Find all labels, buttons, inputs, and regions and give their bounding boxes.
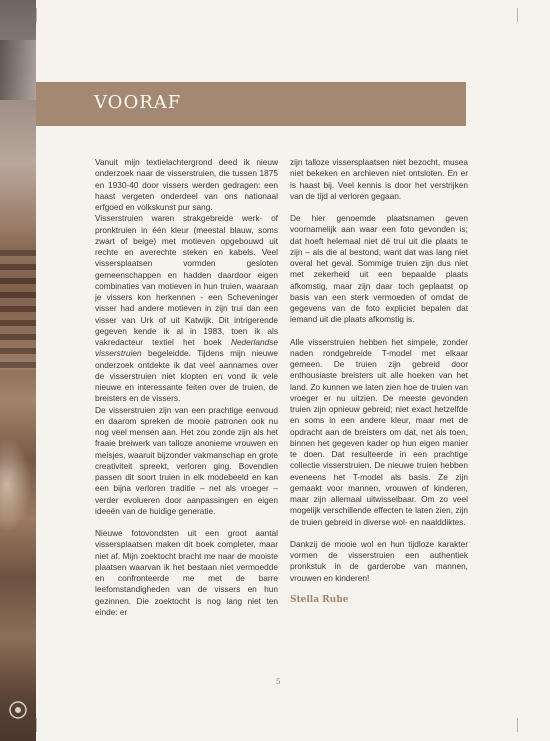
paragraph: Nieuwe fotovondsten uit een groot aantal vissersplaatsen maken dit boek completer, maar niet af. Mijn zoektocht bracht me naar de mooiste plaatsen waarvan ik het bestaan niet vermoedde en confronteerde me met de barre leefomstandigheden van de vissers en hun gezinnen. Die zoektocht is nog lang niet ten einde: er (95, 528, 278, 617)
watermark-icon (8, 700, 28, 720)
author-signature: Stella Ruhe (290, 594, 349, 605)
photo-detail-middle (0, 250, 36, 370)
crop-mark-top-left (36, 8, 37, 22)
paragraph: De hier genoemde plaatsnamen geven voornamelijk aan waar een foto gevonden is; dat hoeft helemaal niet dé trui uit die plaats te zijn – als die al bestond, want dat was lang niet overal het geval. Sommige truien zijn dus niet met zekerheid uit een bepaalde plaats afkomstig, maar zijn daar toch geplaatst op basis van een sterk vermoeden of omdat de gegevens van de foto expliciet bepalen dat iemand uit die plaats afkomstig is. (290, 213, 468, 325)
paragraph-text: begeleidde. Tijdens mijn nieuwe onderzoek ontdekte ik dat veel aannames over de visserstruien niet klopten en vond ik vele nieuwe en interessante feiten over de truien, de breisters en de vissers. (95, 348, 278, 404)
paragraph: Vanuit mijn textielachtergrond deed ik nieuw onderzoek naar de visserstruien, die tussen 1875 en 1930-40 door vissers werden gedragen: een haast vergeten onderdeel van ons nationaal erfgoed en volkskunst pur sang. (95, 157, 278, 212)
paragraph-text: Visserstruien waren strakgebreide werk- of pronktruien in één kleur (meestal blauw, soms zwart of beige) met motieven opgebouwd uit rechte en averechte steken en kabels. Veel vissersplaatsen vormden gesloten gemeenschappen en hadden daardoor eigen combinaties van motieven in hun truien, waaraan je vissers kon herkennen - een Scheveninger visser had andere motieven in zijn trui dan een visser van Urk of uit Katwijk. Dit intrigerende gegeven kende ik al in 1983, toen ik als vakredacteur textiel het boek (95, 213, 278, 347)
page-title: VOORAF (94, 92, 182, 113)
photo-detail-top (0, 40, 36, 100)
photo-detail-lower (0, 430, 36, 540)
crop-mark-bottom-left (36, 718, 37, 732)
paragraph: Alle visserstruien hebben het simpele, zonder naden rondgebreide T-model met elkaar gemeen. De truien zijn gebreid door enthousiaste breisters uit alle hoeken van het land. Zo kunnen we laten zien hoe de truien van vroeger er nu uitzien. De meeste gevonden truien zijn opnieuw gebreid; niet exact hetzelfde en soms in een andere kleur, maar met de opdracht aan de breisters om dat, net als toen, binnen het gegeven kader op hun eigen manier te doen. Dat resulteerde in een prachtige collectie visserstruien. De nieuwe truien hebben eveneens het T-model als basis. Ze zijn gemaakt voor mannen, vrouwen of kinderen, maar zijn allemaal uitwisselbaar. Om zo veel mogelijk verschillende effecten te laten zien, zijn de truien gebreid in diverse wol- en naalddiktes. (290, 336, 468, 527)
paragraph: Dankzij de mooie wol en hun tijdloze karakter vormen de visserstruien een authentiek pronkstuk in de garderobe van mannen, vrouwen en kinderen! (290, 538, 468, 583)
paragraph (95, 213, 278, 404)
left-edge-photo (0, 0, 36, 741)
text-column-left (95, 157, 278, 629)
title-band (36, 82, 466, 126)
book-title: Nederlandse visserstruien (95, 337, 278, 359)
text-column-right (290, 157, 468, 606)
page-number: 5 (276, 678, 281, 686)
crop-mark-top-right (517, 8, 518, 22)
crop-mark-bottom-right (517, 718, 518, 732)
paragraph: zijn talloze vissersplaatsen niet bezocht, musea niet bekeken en archieven niet ontsloten. En er is haast bij. Veel kennis is door het verstrijken van de tijd al verloren gegaan. (290, 157, 468, 201)
paragraph: De visserstruien zijn van een prachtige eenvoud en daarom spreken de mooie patronen ook nu nog veel mensen aan. Het zou zonde zijn als het fraaie breiwerk van talloze anonieme vrouwen en meisjes, waaruit bijzonder vakmanschap en grote creativiteit spreekt, verloren ging. Bovendien passen dit soort truien in elk modebeeld en kan een bijna verloren traditie – net als vroeger – verder evolueren door aanpassingen en eigen ideeën van de huidige generatie. (95, 404, 278, 516)
